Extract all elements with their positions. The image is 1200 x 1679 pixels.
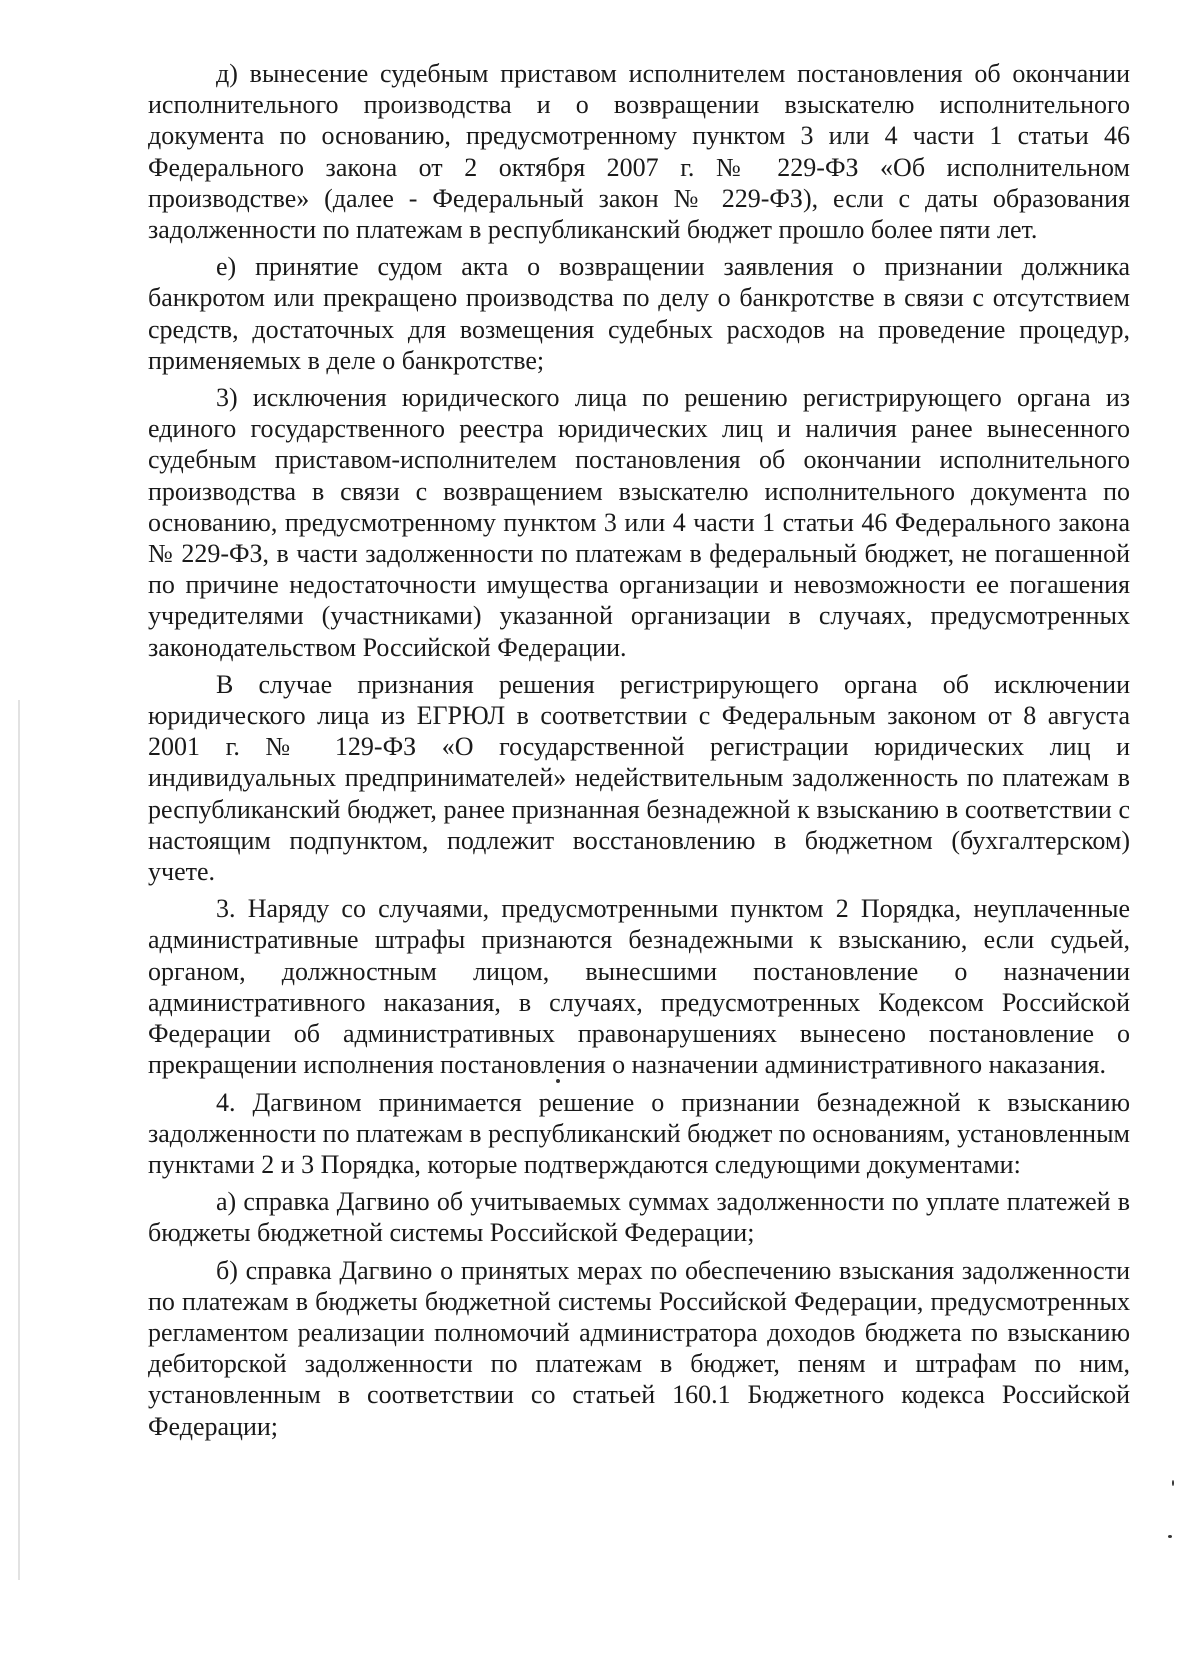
paragraph-item-3: 3. Наряду со случаями, предусмотренными пунктом 2 Порядка, неуплаченные административные штрафы признаются безнадежными к взысканию, если судьей, органом, должностным лицом, вынесшими постановление о назначении административного наказания, в случаях, предусмотренных Кодексом Российской Федерации об административных правонарушениях вынесено постановление о прекращении исполнения постановления о назначении административного наказания. bbox=[148, 894, 1130, 1080]
paragraph-3: 3) исключения юридического лица по решению регистрирующего органа из единого государственного реестра юридических лиц и наличия ранее вынесенного судебным приставом-исполнителем постановления об окончании исполнительного производства в связи с возвращением взыскателю исполнительного документа по основанию, предусмотренному пунктом 3 или 4 части 1 статьи 46 Федерального закона № 229-ФЗ, в части задолженности по платежам в федеральный бюджет, не погашенной по причине недостаточности имущества организации и невозможности ее погашения учредителями (участниками) указанной организации в случаях, предусмотренных законодательством Российской Федерации. bbox=[148, 383, 1130, 662]
paragraph-item-4: 4. Дагвином принимается решение о признании безнадежной к взысканию задолженности по платежам в республиканский бюджет по основаниям, установленным пунктами 2 и 3 Порядка, которые подтверждаются следующими документами: bbox=[148, 1087, 1130, 1179]
paragraph-e: е) принятие судом акта о возвращении заявления о признании должника банкротом или прекращено производства по делу о банкротстве в связи с отсутствием средств, достаточных для возмещения судебных расходов на проведение процедур, применяемых в деле о банкротстве; bbox=[148, 252, 1130, 375]
paragraph-egrul-invalid: В случае признания решения регистрирующего органа об исключении юридического лица из ЕГРЮЛ в соответствии с Федеральным законом от 8 августа 2001 г. № 129-ФЗ «О государственной регистрации юридических лиц и индивидуальных предпринимателей» недействительным задолженность по платежам в республиканский бюджет, ранее признанная безнадежной к взысканию в соответствии с настоящим подпунктом, подлежит восстановлению в бюджетном (бухгалтерском) учете. bbox=[148, 669, 1130, 887]
paragraph-b: б) справка Дагвино о принятых мерах по обеспечению взыскания задолженности по платежам в бюджеты бюджетной системы Российской Федерации, предусмотренных регламентом реализации полномочий администратора доходов бюджета по взысканию дебиторской задолженности по платежам в бюджет, пеням и штрафам по ним, установленным в соответствии со статьей 160.1 Бюджетного кодекса Российской Федерации; bbox=[148, 1255, 1130, 1441]
scan-edge-shadow bbox=[18, 700, 20, 1580]
paragraph-a: а) справка Дагвино об учитываемых суммах задолженности по уплате платежей в бюджеты бюджетной системы Российской Федерации; bbox=[148, 1187, 1130, 1248]
scan-speck bbox=[556, 1079, 560, 1083]
paragraph-d: д) вынесение судебным приставом исполнителем постановления об окончании исполнительного производства и о возвращении взыскателю исполнительного документа по основанию, предусмотренному пунктом 3 или 4 части 1 статьи 46 Федерального закона от 2 октября 2007 г. № 229-ФЗ «Об исполнительном производстве» (далее - Федеральный закон № 229-ФЗ), если с даты образования задолженности по платежам в республиканский бюджет прошло более пяти лет. bbox=[148, 59, 1130, 245]
scan-speck bbox=[1168, 1535, 1172, 1538]
scan-speck bbox=[1172, 1480, 1174, 1486]
document-body bbox=[148, 58, 1130, 1442]
